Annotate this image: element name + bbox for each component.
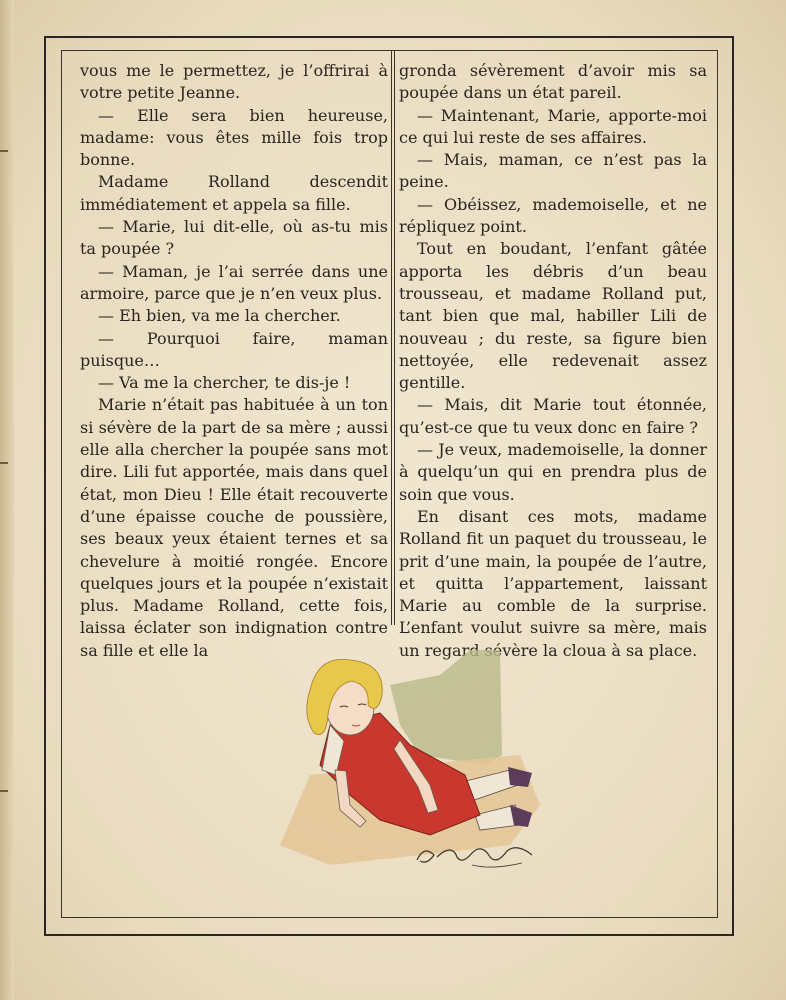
paragraph: Tout en boudant, l’enfant gâtée apporta les débris d’un beau trousseau, et madame Rolland put, tant bien que mal, habiller Lili de nouveau ; du reste, sa figure bien nettoyée, elle redevenait assez gentille. — [399, 239, 707, 393]
shoe — [508, 767, 532, 787]
binding-mark — [0, 790, 8, 792]
left-text-column — [80, 60, 388, 662]
paragraph: — Eh bien, va me la chercher. — [98, 306, 341, 326]
column-divider — [391, 50, 392, 625]
paragraph: gronda sévèrement d’avoir mis sa poupée dans un état pareil. — [399, 61, 707, 103]
paragraph: — Va me la chercher, te dis-je ! — [98, 373, 351, 393]
paragraph: vous me le permettez, je l’offrirai à votre petite Jeanne. — [80, 61, 388, 103]
paragraph: Marie n’était pas habituée à un ton si sévère de la part de sa mère ; aussi elle alla chercher la poupée sans mot dire. Lili fut apportée, mais dans quel état, mon Dieu ! Elle était recouverte d’une épaisse couche de poussière, ses beaux yeux étaient ternes et sa chevelure à moitié rongée. Encore quelques jours et la poupée n’existait plus. Madame Rolland, cette fois, laissa éclater son indignation contre sa fille et elle la — [80, 395, 388, 660]
right-text-column — [399, 60, 707, 662]
artist-signature — [412, 835, 542, 875]
paragraph: — Obéissez, mademoiselle, et ne répliquez point. — [399, 194, 707, 237]
paragraph: — Elle sera bien heureuse, madame: vous êtes mille fois trop bonne. — [80, 105, 388, 170]
column-divider — [394, 50, 395, 625]
paragraph: — Mais, maman, ce n’est pas la peine. — [399, 150, 707, 192]
paragraph: — Maman, je l’ai serrée dans une armoire, parce que je n’en veux plus. — [80, 261, 388, 303]
paragraph: — Maintenant, Marie, apporte-moi ce qui lui reste de ses affaires. — [399, 105, 707, 147]
paragraph: — Pourquoi faire, maman puisque… — [80, 328, 388, 370]
binding-mark — [0, 150, 8, 152]
paragraph: Madame Rolland descendit immédiatement et appela sa fille. — [80, 172, 388, 214]
paragraph: — Mais, dit Marie tout étonnée, qu’est-ce que tu veux donc en faire ? — [399, 395, 707, 437]
paragraph: — Marie, lui dit-elle, où as-tu mis ta poupée ? — [80, 217, 388, 259]
paragraph: — Je veux, mademoiselle, la donner à quelqu’un qui en prendra plus de soin que vous. — [399, 440, 707, 504]
binding-mark — [0, 462, 8, 464]
paragraph: En disant ces mots, madame Rolland fit un paquet du trousseau, le prit d’une main, la poupée de l’autre, et quitta l’appartement, laissant Marie au comble de la surprise. L’enfant voulut suivre sa mère, mais un regard sévère la cloua à sa place. — [399, 506, 707, 660]
